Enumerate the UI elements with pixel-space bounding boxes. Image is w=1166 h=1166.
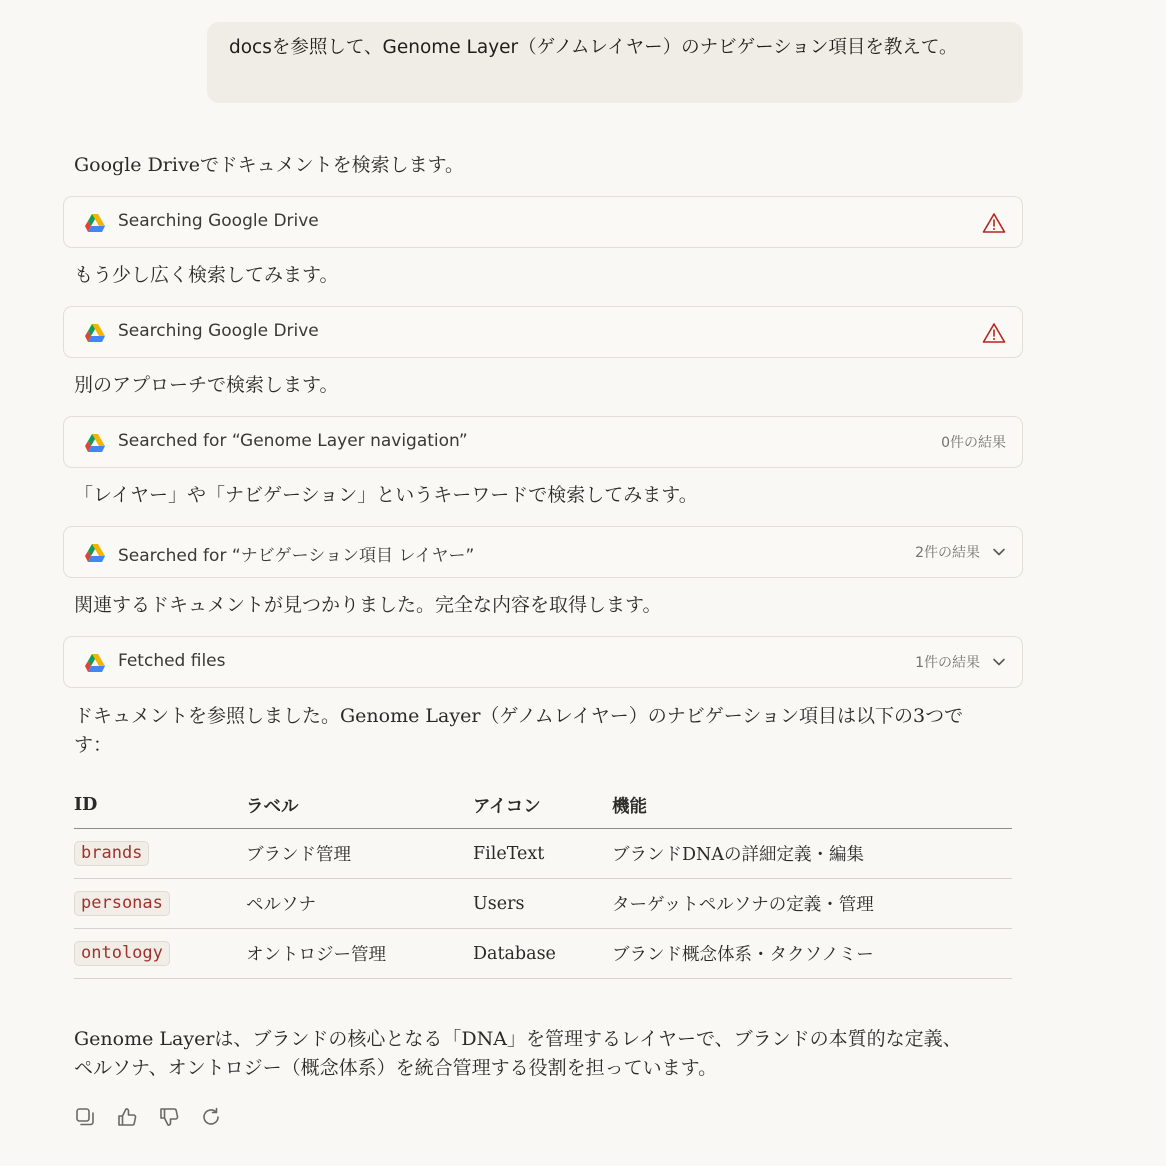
tool-call-card[interactable] [63,636,1023,688]
assistant-paragraph: 関連するドキュメントが見つかりました。完全な内容を取得します。 [74,594,662,616]
table-row [74,829,1012,879]
id-code: personas [74,891,170,916]
icon-cell: Users [473,879,612,929]
table-header: アイコン [473,782,612,829]
result-count[interactable]: 1件の結果 [915,652,1006,672]
id-code: brands [74,841,149,866]
label-cell: オントロジー管理 [246,929,473,979]
tool-call-label: Fetched files [118,651,226,671]
function-cell: ターゲットペルソナの定義・管理 [612,879,1012,929]
message-actions [74,1106,222,1128]
google-drive-icon [85,324,105,342]
assistant-conclusion: Genome Layerは、ブランドの核心となる「DNA」を管理するレイヤーで、ブランドの本質的な定義、ペルソナ、オントロジー（概念体系）を統合管理する役割を担っています。 [74,1028,962,1079]
warning-icon [982,212,1006,234]
table-header: ID [74,782,246,829]
result-count[interactable]: 2件の結果 [915,542,1006,562]
tool-call-label: Searched for “ナビゲーション項目 レイヤー” [118,546,475,566]
chevron-down-icon[interactable] [992,545,1006,559]
tool-call-card[interactable] [63,196,1023,248]
result-count: 0件の結果 [941,435,1006,451]
assistant-paragraph: 「レイヤー」や「ナビゲーション」というキーワードで検索してみます。 [74,484,698,506]
copy-icon[interactable] [74,1106,96,1128]
table-row [74,929,1012,979]
google-drive-icon [85,434,105,452]
assistant-paragraph: もう少し広く検索してみます。 [74,264,339,286]
id-code: ontology [74,941,170,966]
table-header: ラベル [246,782,473,829]
function-cell: ブランド概念体系・タクソノミー [612,929,1012,979]
assistant-paragraph: Google Driveでドキュメントを検索します。 [74,154,465,176]
navigation-table [74,782,1012,979]
thumbs-down-icon[interactable] [158,1106,180,1128]
assistant-paragraph: ドキュメントを参照しました。Genome Layer（ゲノムレイヤー）のナビゲーション項目は以下の3つです： [74,705,964,756]
tool-call-card[interactable] [63,306,1023,358]
label-cell: ペルソナ [246,879,473,929]
label-cell: ブランド管理 [246,829,473,879]
table-row [74,879,1012,929]
tool-call-card[interactable] [63,526,1023,578]
thumbs-up-icon[interactable] [116,1106,138,1128]
google-drive-icon [85,654,105,672]
google-drive-icon [85,214,105,232]
tool-call-label: Searching Google Drive [118,211,319,231]
icon-cell: Database [473,929,612,979]
user-message: docsを参照して、Genome Layer（ゲノムレイヤー）のナビゲーション項目を教えて。 [207,22,1023,103]
table-header: 機能 [612,782,1012,829]
icon-cell: FileText [473,829,612,879]
assistant-paragraph: 別のアプローチで検索します。 [74,374,339,396]
google-drive-icon [85,544,105,562]
tool-call-label: Searched for “Genome Layer navigation” [118,431,468,451]
warning-icon [982,322,1006,344]
tool-call-label: Searching Google Drive [118,321,319,341]
chevron-down-icon[interactable] [992,655,1006,669]
function-cell: ブランドDNAの詳細定義・編集 [612,829,1012,879]
retry-icon[interactable] [200,1106,222,1128]
tool-call-card[interactable] [63,416,1023,468]
